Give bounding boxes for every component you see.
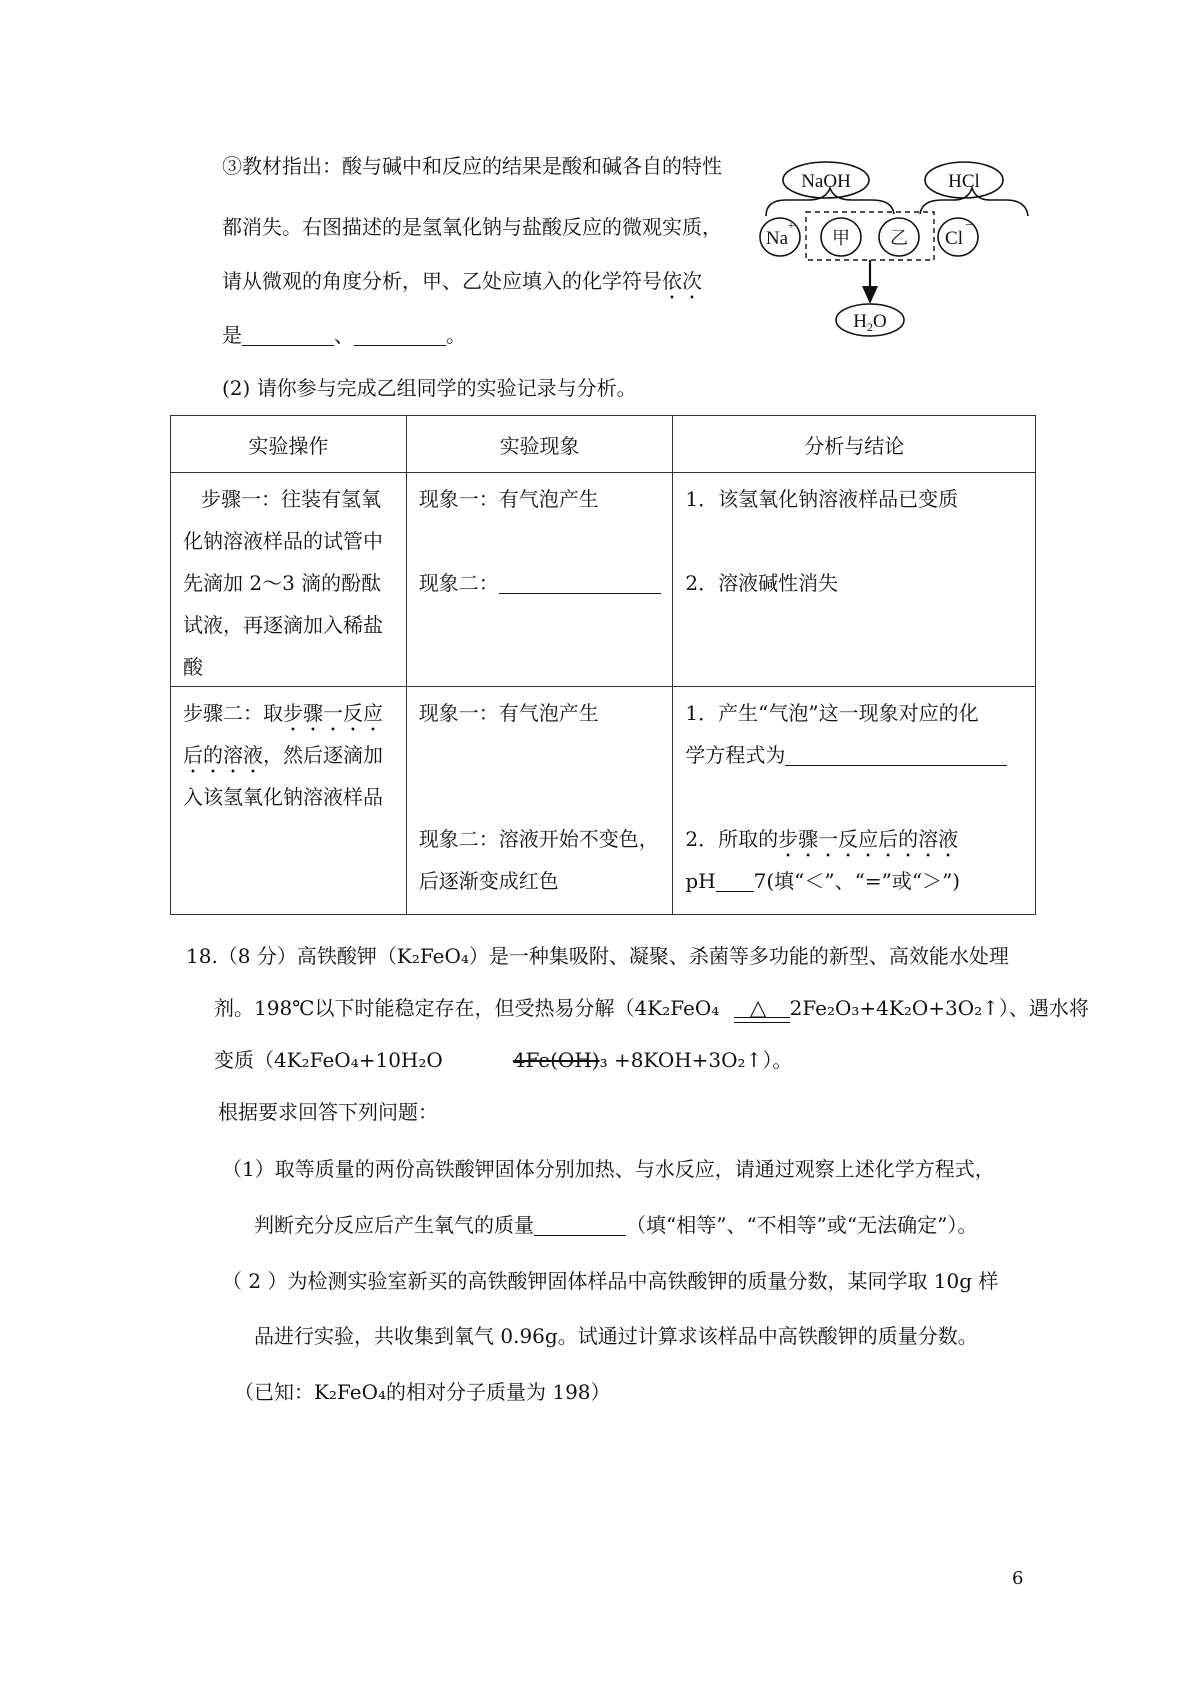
naoh-label: NaOH bbox=[801, 171, 851, 192]
q3-line-1: ③教材指出：酸与碱中和反应的结果是酸和碱各自的特性 bbox=[222, 154, 722, 178]
equation-blank[interactable] bbox=[785, 747, 1007, 766]
naoh-brace bbox=[766, 188, 894, 216]
table-header-row bbox=[171, 416, 1036, 473]
q18-sub1-line-1: （1）取等质量的两份高铁酸钾固体分别加热、与水反应，请通过观察上述化学方程式， bbox=[222, 1157, 995, 1181]
answer-blank-jia[interactable] bbox=[242, 327, 334, 346]
yi-label: 乙 bbox=[890, 228, 908, 249]
q3-line-3: 请从微观的角度分析，甲、乙处应填入的化学符号依次 bbox=[222, 269, 702, 293]
oxygen-mass-blank[interactable] bbox=[534, 1217, 626, 1236]
q3-line-4: 是 、 。 bbox=[222, 323, 466, 347]
experiment-table bbox=[170, 415, 1036, 915]
step1-conclusion-cell: 1．该氢氧化钠溶液样品已变质 2．溶液碱性消失 bbox=[673, 473, 1036, 687]
step1-operation-cell: 步骤一：往装有氢氧 化钠溶液样品的试管中 先滴加 2～3 滴的酚酞 试液，再逐滴加入稀盐 酸 bbox=[171, 473, 407, 687]
step2-phenomenon-cell: 现象一：有气泡产生 现象二：溶液开始不变色， 后逐渐变成红色 bbox=[406, 687, 673, 915]
h2o-label: $H_2O$ bbox=[853, 311, 887, 334]
step2-conclusion-cell: 1．产生“气泡”这一现象对应的化 学方程式为 2．所取的步骤一反应后的溶液 pH 7(填“＜”、“=”或“＞”) bbox=[673, 687, 1036, 915]
page-number: 6 bbox=[1012, 1568, 1024, 1589]
na-ion-label: Na bbox=[765, 228, 789, 249]
na-ion-charge: + bbox=[787, 218, 795, 232]
q18-sub2-line-2: 品进行实验，共收集到氧气 0.96g。试通过计算求该样品中高铁酸钾的质量分数。 bbox=[254, 1324, 978, 1348]
q3-line-2: 都消失。右图描述的是氢氧化钠与盐酸反应的微观实质， bbox=[222, 215, 722, 239]
q18-line-2: 剂。198℃以下时能稳定存在，但受热易分解（4K₂FeO₄ △ 2Fe₂O₃+4K₂O+3O₂↑）、遇水将 bbox=[214, 996, 1089, 1021]
header-phenomenon: 实验现象 bbox=[406, 416, 673, 473]
neutralization-diagram bbox=[758, 160, 1038, 340]
table-row-step1 bbox=[171, 473, 1036, 687]
header-conclusion: 分析与结论 bbox=[673, 416, 1036, 473]
phenomenon2-blank[interactable] bbox=[499, 575, 661, 594]
arrow-head bbox=[862, 286, 878, 304]
heat-triangle-icon: △ bbox=[749, 996, 767, 1021]
step2-operation-cell: 步骤二：取步骤一反应 后的溶液，然后逐滴加 入该氢氧化钠溶液样品 bbox=[171, 687, 407, 915]
q18-note: （已知：K₂FeO₄的相对分子质量为 198） bbox=[234, 1380, 611, 1404]
jia-label: 甲 bbox=[832, 228, 850, 249]
q18-line-1: 18.（8 分）高铁酸钾（K₂FeO₄）是一种集吸附、凝聚、杀菌等多功能的新型、高效能水处理 bbox=[186, 944, 1009, 968]
step1-phenomenon-cell: 现象一：有气泡产生 现象二： bbox=[406, 473, 673, 687]
dashed-reaction-box bbox=[806, 212, 934, 260]
ph-blank[interactable] bbox=[716, 873, 754, 892]
answer-blank-yi[interactable] bbox=[354, 327, 446, 346]
hcl-label: HCl bbox=[948, 171, 980, 192]
header-operation: 实验操作 bbox=[171, 416, 407, 473]
q18-line-3: 变质（4K₂FeO₄+10H₂O 4Fe(OH)₃ +8KOH+3O₂↑）。 bbox=[214, 1048, 793, 1072]
part2-heading: (2) 请你参与完成乙组同学的实验记录与分析。 bbox=[222, 376, 637, 400]
q18-sub1-line-2: 判断充分反应后产生氧气的质量 （填“相等”、“不相等”或“无法确定”）。 bbox=[254, 1213, 978, 1237]
table-row-step2 bbox=[171, 687, 1036, 915]
cl-ion-label: Cl bbox=[945, 228, 963, 249]
cl-ion-charge: − bbox=[965, 217, 973, 232]
q18-sub2-line-1: （ 2 ）为检测实验室新买的高铁酸钾固体样品中高铁酸钾的质量分数，某同学取 10g 样 bbox=[222, 1269, 999, 1293]
q18-line-4: 根据要求回答下列问题： bbox=[218, 1100, 438, 1124]
